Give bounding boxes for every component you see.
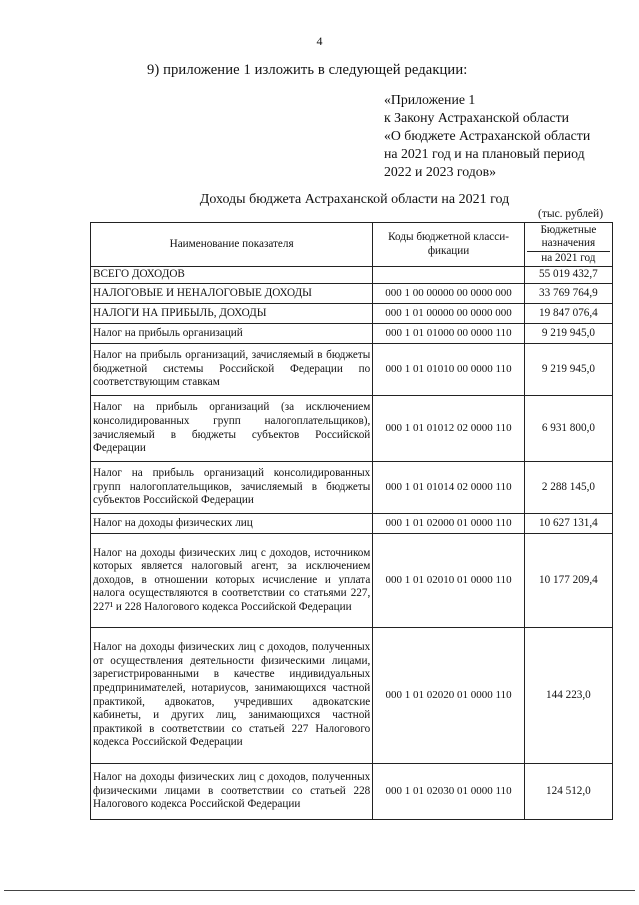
- table-row: [91, 304, 613, 324]
- table-row: [91, 628, 613, 764]
- page-number: 4: [316, 34, 323, 48]
- row-amount: 2 288 145,0: [524, 462, 612, 514]
- row-name: Налог на прибыль организаций: [91, 324, 373, 344]
- row-name: ВСЕГО ДОХОДОВ: [91, 267, 373, 284]
- table-row: [91, 284, 613, 304]
- table-row: [91, 764, 613, 820]
- row-amount: 144 223,0: [524, 628, 612, 764]
- row-name: Налог на доходы физических лиц с доходов, источником которых является налоговый агент, за исключением доходов, в отношении которых исчисление и уплата налога осуществляются в соответствии со статьями 227, 227¹ и 228 Налогового кодекса Российской Федерации: [91, 534, 373, 628]
- row-amount: 10 177 209,4: [524, 534, 612, 628]
- row-code: 000 1 01 02020 01 0000 110: [373, 628, 525, 764]
- table-row: [91, 514, 613, 534]
- row-amount: 9 219 945,0: [524, 344, 612, 396]
- row-name: Налог на прибыль организаций (за исключением консолидированных групп налогоплательщиков), зачисляемый в бюджеты субъектов Российской Федерации: [91, 396, 373, 462]
- row-name: Налог на прибыль организаций консолидированных групп налогоплательщиков, зачисляемый в бюджеты субъектов Российской Федерации: [91, 462, 373, 514]
- row-amount: 19 847 076,4: [524, 304, 612, 324]
- appendix-heading: [384, 91, 590, 181]
- row-amount: 55 019 432,7: [524, 267, 612, 284]
- row-name: Налог на доходы физических лиц с доходов, полученных физическими лицами в соответствии со статьей 228 Налогового кодекса Российской Федерации: [91, 764, 373, 820]
- appendix-heading-line: к Закону Астраханской области: [384, 110, 569, 125]
- income-table: [90, 222, 613, 820]
- amendment-intro: 9) приложение 1 изложить в следующей редакции:: [147, 62, 468, 78]
- appendix-heading-line: 2022 и 2023 годов»: [384, 164, 497, 179]
- table-header-row: [91, 223, 613, 267]
- appendix-heading-line: на 2021 год и на плановый период: [384, 146, 585, 161]
- column-header-amount: [524, 223, 612, 267]
- page-bottom-rule: [4, 890, 635, 891]
- row-name: НАЛОГОВЫЕ И НЕНАЛОГОВЫЕ ДОХОДЫ: [91, 284, 373, 304]
- row-code: 000 1 01 02010 01 0000 110: [373, 534, 525, 628]
- column-header-amount-line: Бюджетные: [540, 224, 597, 236]
- column-header-code: Коды бюджетной класси-фикации: [373, 223, 525, 267]
- column-header-name: Наименование показателя: [91, 223, 373, 267]
- row-code: 000 1 00 00000 00 0000 000: [373, 284, 525, 304]
- table-title: Доходы бюджета Астраханской области на 2021 год: [199, 192, 510, 207]
- row-name: НАЛОГИ НА ПРИБЫЛЬ, ДОХОДЫ: [91, 304, 373, 324]
- row-amount: 10 627 131,4: [524, 514, 612, 534]
- column-header-amount-line: на 2021 год: [527, 251, 610, 265]
- column-header-amount-line: назначения: [541, 237, 596, 249]
- row-code: 000 1 01 01012 02 0000 110: [373, 396, 525, 462]
- row-code: 000 1 01 01000 00 0000 110: [373, 324, 525, 344]
- row-code: 000 1 01 01014 02 0000 110: [373, 462, 525, 514]
- units-label: (тыс. рублей): [538, 208, 604, 220]
- row-amount: 9 219 945,0: [524, 324, 612, 344]
- table-row: [91, 462, 613, 514]
- table-row: [91, 534, 613, 628]
- appendix-heading-line: «Приложение 1: [384, 92, 476, 107]
- row-amount: 124 512,0: [524, 764, 612, 820]
- row-code: 000 1 01 02000 01 0000 110: [373, 514, 525, 534]
- row-code: 000 1 01 01010 00 0000 110: [373, 344, 525, 396]
- row-name: Налог на доходы физических лиц: [91, 514, 373, 534]
- table-row: [91, 324, 613, 344]
- row-code: 000 1 01 02030 01 0000 110: [373, 764, 525, 820]
- row-amount: 33 769 764,9: [524, 284, 612, 304]
- appendix-heading-line: «О бюджете Астраханской области: [384, 128, 591, 143]
- table-row: [91, 396, 613, 462]
- row-name: Налог на доходы физических лиц с доходов, полученных от осуществления деятельности физическими лицами, зарегистрированными в качестве индивидуальных предпринимателей, нотариусов, занимающихся частной практикой, адвокатов, учредивших адвокатские кабинеты, и других лиц, занимающихся частной практикой в соответствии со статьей 227 Налогового кодекса Российской Федерации: [91, 628, 373, 764]
- row-amount: 6 931 800,0: [524, 396, 612, 462]
- table-row: [91, 344, 613, 396]
- row-name: Налог на прибыль организаций, зачисляемый в бюджеты бюджетной системы Российской Федерации по соответствующим ставкам: [91, 344, 373, 396]
- row-code: [373, 267, 525, 284]
- row-code: 000 1 01 00000 00 0000 000: [373, 304, 525, 324]
- table-row: [91, 267, 613, 284]
